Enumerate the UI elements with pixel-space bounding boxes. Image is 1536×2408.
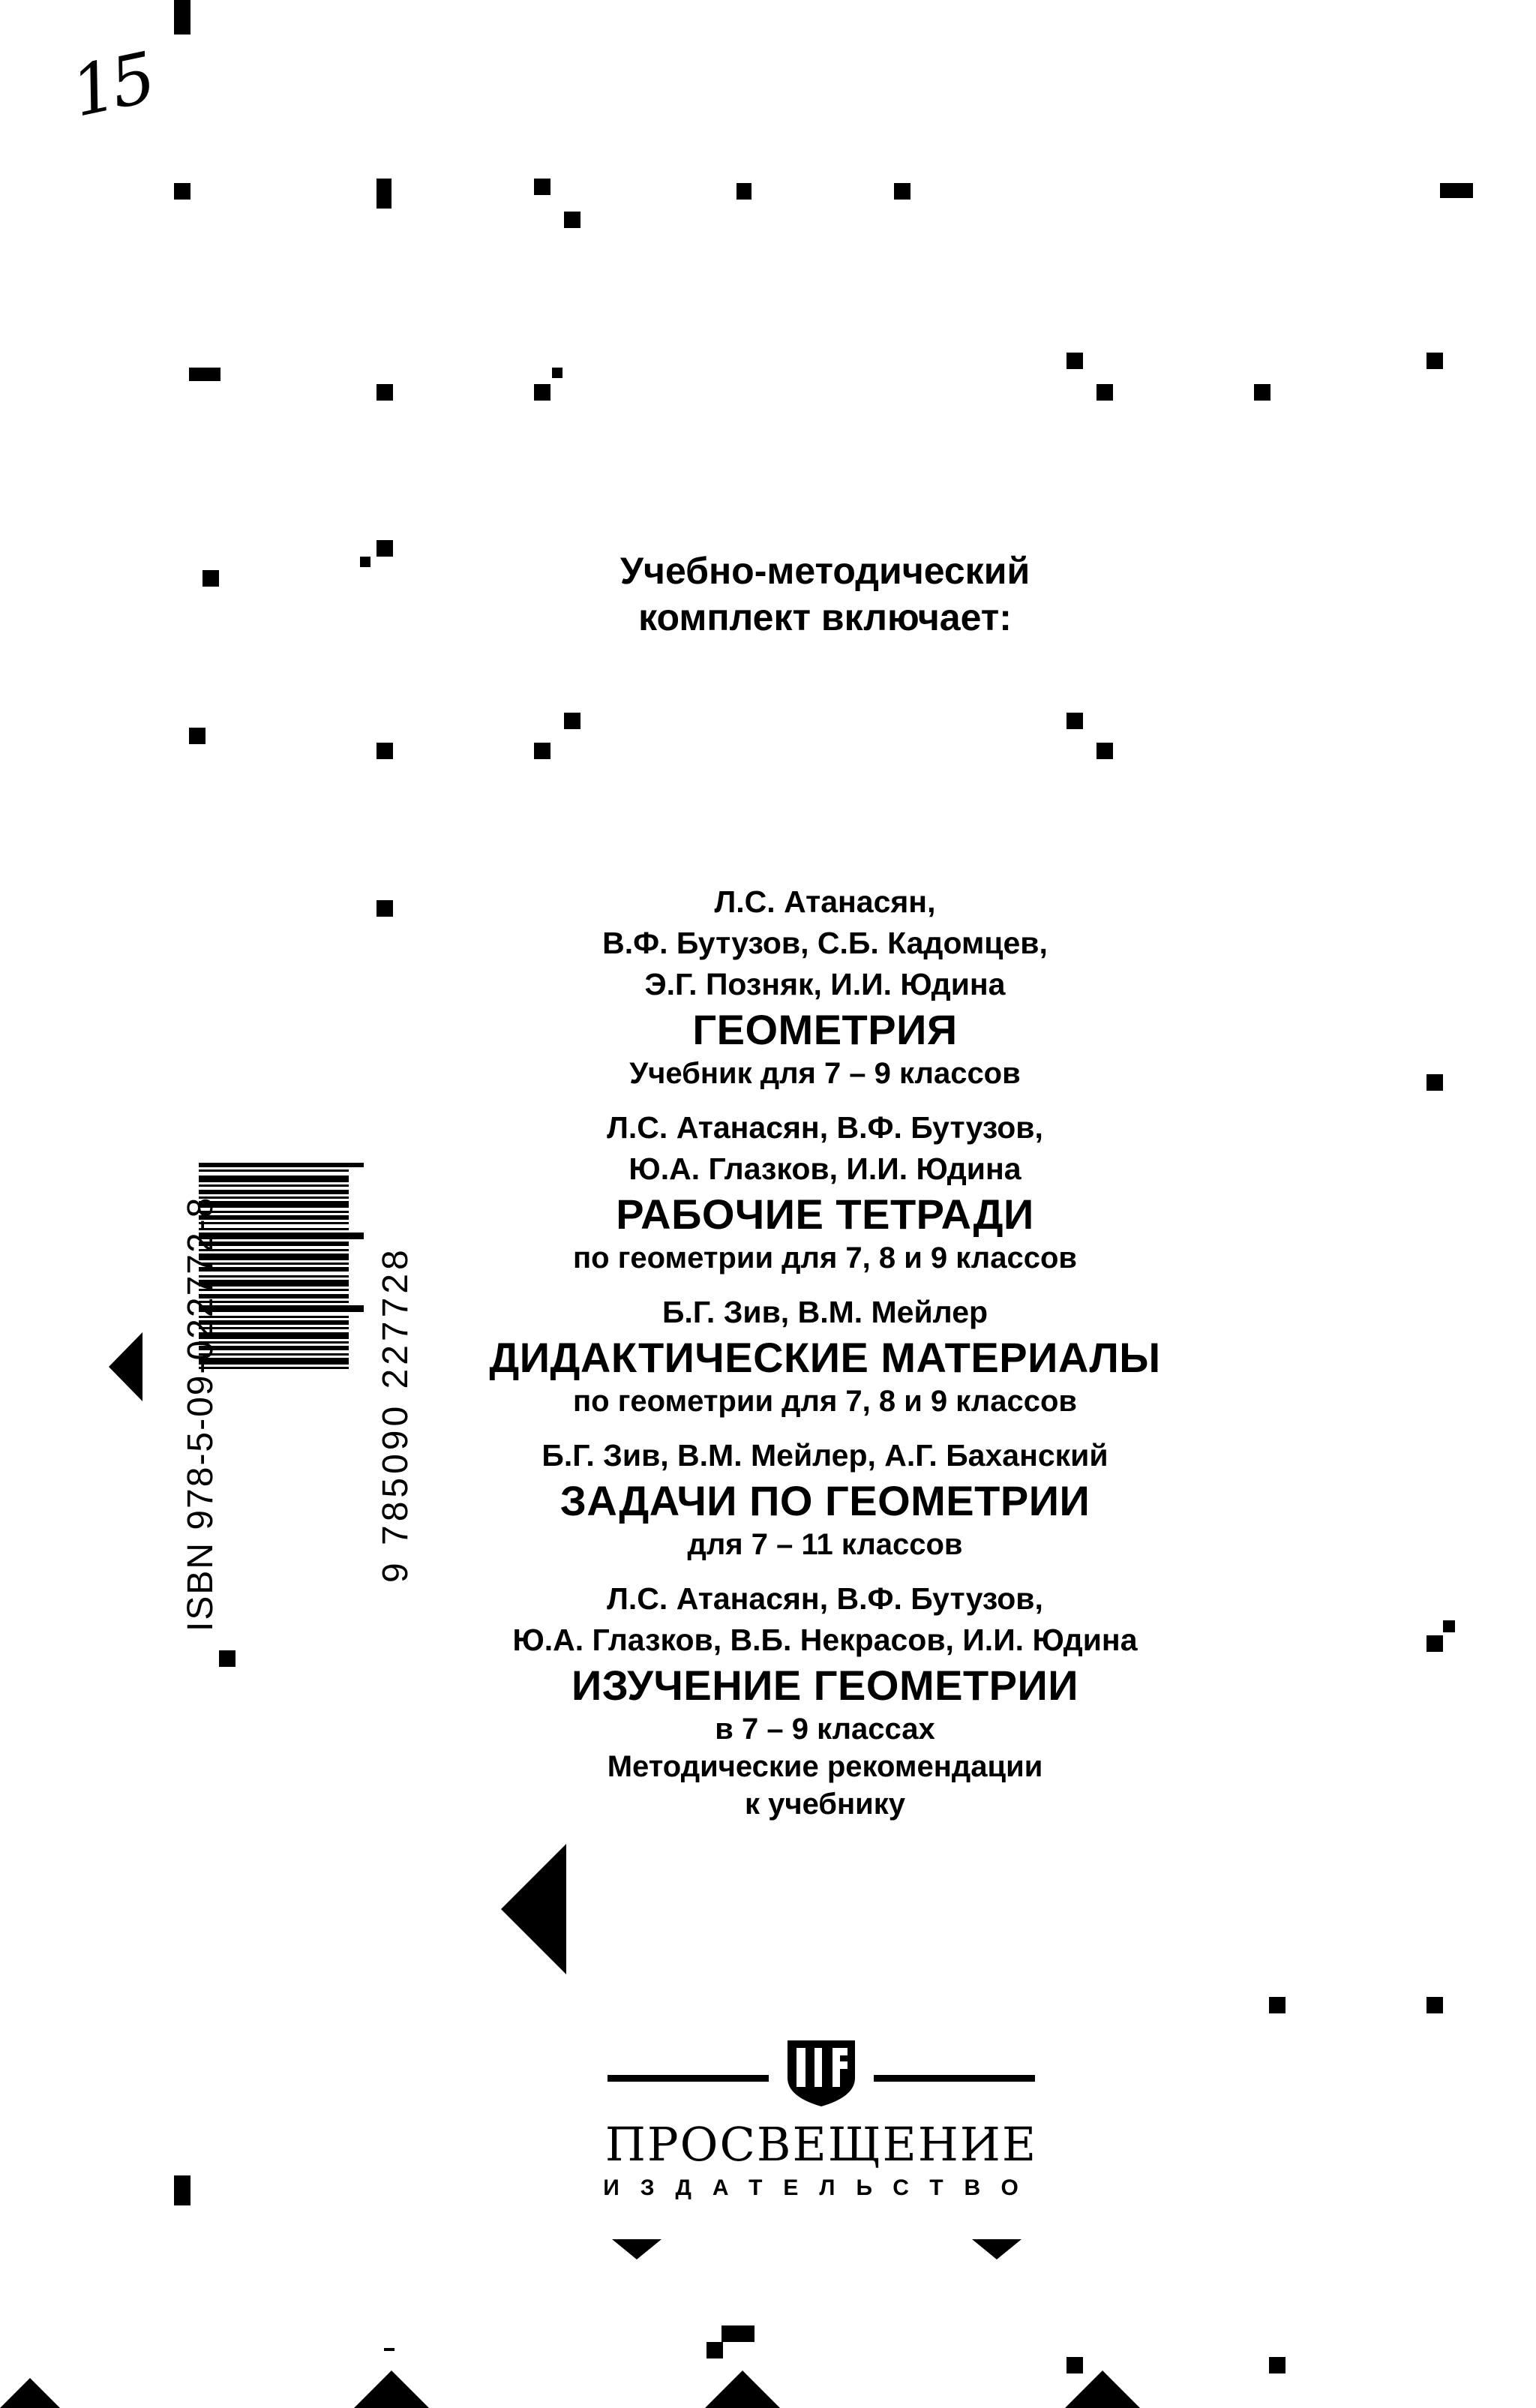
book-entry	[420, 881, 1230, 1092]
barcode-bar	[199, 1222, 349, 1224]
barcode-bar	[199, 1332, 349, 1339]
barcode-bar	[199, 1196, 349, 1199]
barcode-bar	[199, 1294, 349, 1299]
barcode-bar	[199, 1341, 349, 1344]
book-entry	[420, 1107, 1230, 1277]
book-subtitle: по геометрии для 7, 8 и 9 классов	[573, 1385, 1077, 1418]
barcode-bar	[199, 1249, 349, 1251]
barcode-bar	[199, 1267, 349, 1272]
barcode-bar	[199, 1305, 364, 1312]
book-list	[420, 881, 1230, 1838]
book-title: ГЕОМЕТРИЯ	[692, 1006, 958, 1053]
barcode-bar	[199, 1346, 349, 1350]
barcode-bar	[199, 1215, 349, 1220]
book-subtitle: Учебник для 7 – 9 классов	[629, 1057, 1021, 1090]
book-subtitle: в 7 – 9 классах	[715, 1713, 935, 1746]
barcode-bar	[199, 1184, 349, 1187]
barcode-bar	[199, 1367, 349, 1369]
barcode-bar	[199, 1201, 349, 1208]
barcode-bar	[199, 1358, 349, 1365]
barcode-bar	[199, 1169, 349, 1172]
book-title: РАБОЧИЕ ТЕТРАДИ	[616, 1190, 1034, 1238]
kit-intro-line2: комплект включает:	[638, 596, 1012, 638]
barcode-bar	[199, 1327, 349, 1329]
book-authors: Б.Г. Зив, В.М. Мейлер	[662, 1295, 988, 1329]
handwritten-note: 15	[64, 38, 159, 133]
barcode-bar	[199, 1254, 349, 1260]
barcode-bar	[199, 1301, 349, 1303]
book-title: ДИДАКТИЧЕСКИЕ МАТЕРИАЛЫ	[489, 1334, 1161, 1381]
book-authors: Ю.А. Глазков, В.Б. Некрасов, И.И. Юдина	[512, 1623, 1138, 1657]
kit-intro	[495, 548, 1155, 641]
barcode-bar	[199, 1263, 349, 1265]
barcode-bar	[199, 1353, 349, 1356]
publisher-subtitle: ИЗДАТЕЛЬСТВО	[603, 2175, 1040, 2200]
book-subtitle: для 7 – 11 классов	[687, 1528, 963, 1561]
book-authors: Л.С. Атанасян, В.Ф. Бутузов,	[607, 1110, 1043, 1145]
barcode-bar	[199, 1175, 349, 1182]
barcode-bar	[199, 1316, 349, 1318]
publisher-name: ПРОСВЕЩЕНИЕ	[604, 2117, 1038, 2172]
barcode-bar	[199, 1320, 349, 1325]
barcode-bar	[199, 1211, 349, 1213]
book-title: ИЗУЧЕНИЕ ГЕОМЕТРИИ	[571, 1662, 1079, 1709]
book-subtitle: по геометрии для 7, 8 и 9 классов	[573, 1242, 1077, 1275]
barcode-bar	[199, 1190, 349, 1194]
barcode-bar	[199, 1228, 349, 1230]
barcode-bar	[199, 1275, 349, 1278]
book-authors: В.Ф. Бутузов, С.Б. Кадомцев,	[602, 926, 1048, 960]
book-authors: Б.Г. Зив, В.М. Мейлер, А.Г. Баханский	[542, 1438, 1108, 1473]
book-entry	[420, 1292, 1230, 1420]
book-authors: Л.С. Атанасян, В.Ф. Бутузов,	[607, 1581, 1043, 1616]
barcode-bar	[199, 1233, 364, 1239]
book-subtitle: Методические рекомендации	[607, 1750, 1043, 1783]
book-authors: Л.С. Атанасян,	[714, 884, 936, 919]
book-entry	[420, 1435, 1230, 1563]
barcode-bar	[199, 1289, 349, 1291]
book-authors: Ю.А. Глазков, И.И. Юдина	[628, 1151, 1022, 1186]
book-entry	[420, 1578, 1230, 1823]
book-title: ЗАДАЧИ ПО ГЕОМЕТРИИ	[560, 1477, 1090, 1524]
barcode-digits: 9 785090 227728	[376, 1246, 416, 1583]
barcode-bar	[199, 1280, 349, 1287]
book-authors: Э.Г. Позняк, И.И. Юдина	[644, 967, 1006, 1001]
kit-intro-line1: Учебно-методический	[620, 550, 1030, 592]
barcode-bar	[199, 1163, 364, 1167]
book-subtitle: к учебнику	[744, 1788, 906, 1821]
isbn-label: ISBN 978-5-09-022772-8	[181, 1196, 220, 1632]
barcode-bar	[199, 1242, 349, 1246]
